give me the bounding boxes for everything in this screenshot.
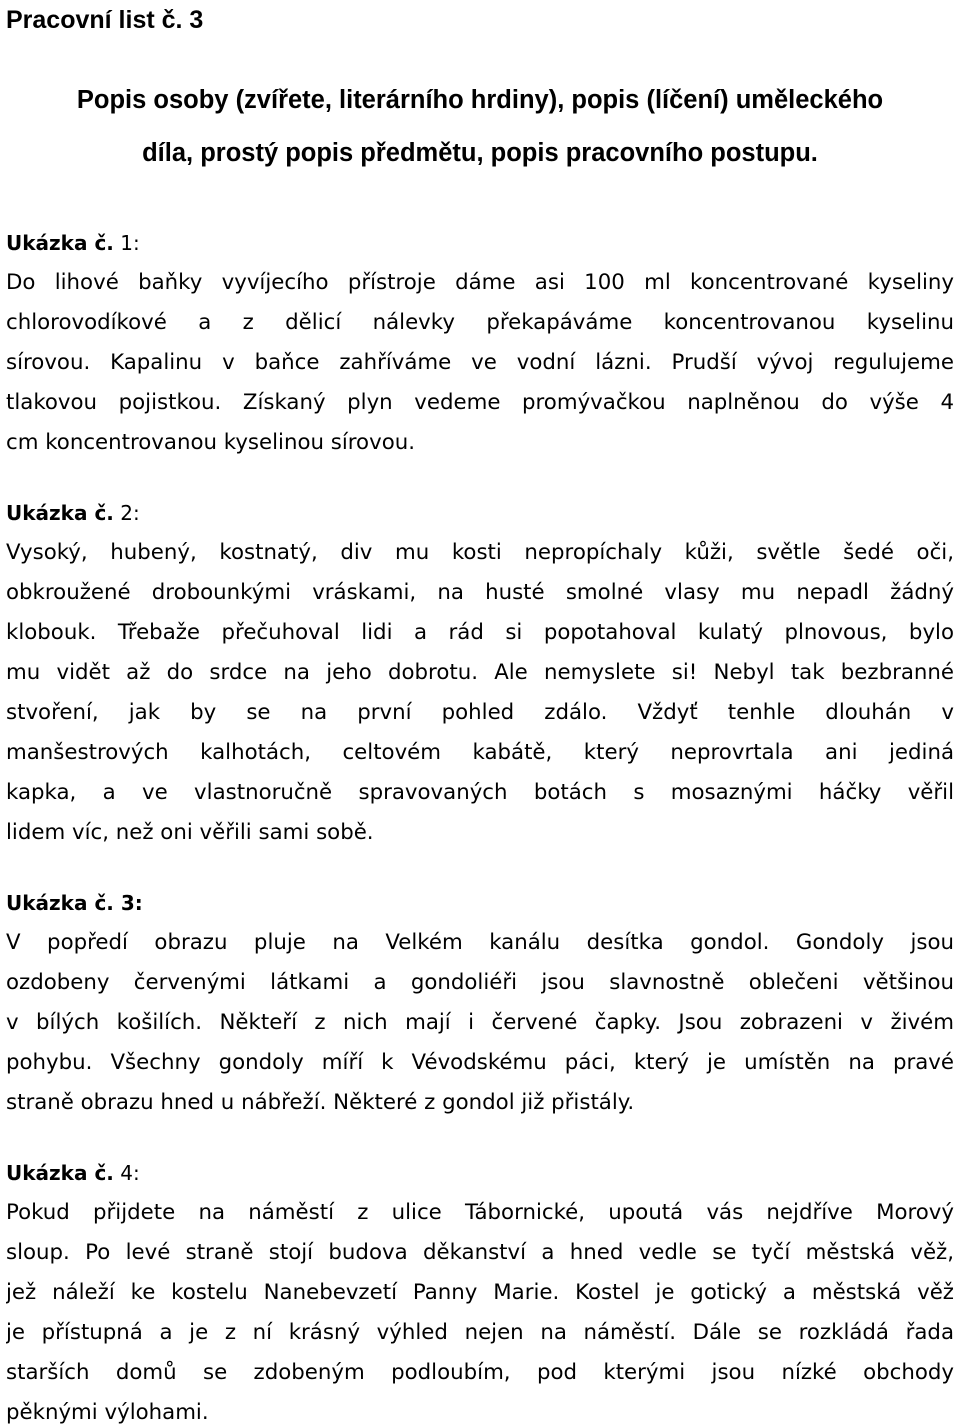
sample-1-label <box>6 228 140 258</box>
sample-1-line: cm koncentrovanou kyselinou sírovou. <box>6 430 415 455</box>
sample-2-line: lidem víc, než oni věřili sami sobě. <box>6 820 374 845</box>
sample-1-line: sírovou. Kapalinu v baňce zahříváme ve vodní lázni. Prudší vývoj regulujeme <box>6 350 954 375</box>
sample-4-label <box>6 1158 140 1188</box>
sample-3-line: straně obrazu hned u nábřeží. Některé z gondol již přistály. <box>6 1090 635 1115</box>
sample-2-line: stvoření, jak by se na první pohled zdálo. Vždyť tenhle dlouhán v <box>6 700 954 725</box>
sample-3-line: ozdobeny červenými látkami a gondoliéři jsou slavnostně oblečeni většinou <box>6 970 954 995</box>
sample-2-label <box>6 498 140 528</box>
sample-2-line: klobouk. Třebaže přečuhoval lidi a rád si popotahoval kulatý plnovous, bylo <box>6 620 954 645</box>
sample-label-number: 4: <box>113 1161 140 1185</box>
sample-4-line: je přístupná a je z ní krásný výhled nejen na náměstí. Dále se rozkládá řada <box>6 1320 954 1345</box>
sample-1-line: Do lihové baňky vyvíjecího přístroje dáme asi 100 ml koncentrované kyseliny <box>6 270 954 295</box>
sample-2-line: manšestrových kalhotách, celtovém kabátě, který neprovrtala ani jediná <box>6 740 954 765</box>
sample-4-line: jež náleží ke kostelu Nanebevzetí Panny Marie. Kostel je gotický a městská věž <box>6 1280 954 1305</box>
sample-label-bold: Ukázka č. 3: <box>6 891 143 915</box>
sample-label-bold: Ukázka č. <box>6 501 114 525</box>
sample-label-bold: Ukázka č. <box>6 231 114 255</box>
sample-1-line: tlakovou pojistkou. Získaný plyn vedeme promývačkou naplněnou do výše 4 <box>6 390 954 415</box>
sample-3-line: pohybu. Všechny gondoly míří k Vévodskému páci, který je umístěn na pravé <box>6 1050 954 1075</box>
sample-label-number: 1: <box>113 231 140 255</box>
sample-2-line: obkroužené drobounkými vráskami, na husté smolné vlasy mu nepadl žádný <box>6 580 954 605</box>
sample-4-line: Pokud přijdete na náměstí z ulice Tábornické, upoutá vás nejdříve Morový <box>6 1200 954 1225</box>
worksheet-title: Pracovní list č. 3 <box>6 6 204 34</box>
sample-3-line: V popředí obrazu pluje na Velkém kanálu desítka gondol. Gondoly jsou <box>6 930 954 955</box>
heading-line-2: díla, prostý popis předmětu, popis pracovního postupu. <box>142 139 818 167</box>
sample-4-line: starších domů se zdobeným podloubím, pod kterými jsou nízké obchody <box>6 1360 954 1385</box>
sample-4-line: sloup. Po levé straně stojí budova děkanství a hned vedle se tyčí městská věž, <box>6 1240 954 1265</box>
sample-2-line: kapka, a ve vlastnoručně spravovaných botách s mosaznými háčky věřil <box>6 780 954 805</box>
sample-label-bold: Ukázka č. <box>6 1161 114 1185</box>
sample-3-label <box>6 888 143 918</box>
heading-line-1: Popis osoby (zvířete, literárního hrdiny), popis (líčení) uměleckého <box>76 86 884 114</box>
sample-2-line: Vysoký, hubený, kostnatý, div mu kosti nepropíchaly kůži, světle šedé oči, <box>6 540 954 565</box>
sample-3-line: v bílých košilích. Někteří z nich mají i červené čapky. Jsou zobrazeni v živém <box>6 1010 954 1035</box>
sample-4-line: pěknými výlohami. <box>6 1400 209 1425</box>
sample-1-line: chlorovodíkové a z dělicí nálevky překapáváme koncentrovanou kyselinu <box>6 310 954 335</box>
sample-2-line: mu vidět až do srdce na jeho dobrotu. Ale nemyslete si! Nebyl tak bezbranné <box>6 660 954 685</box>
sample-label-number: 2: <box>113 501 140 525</box>
